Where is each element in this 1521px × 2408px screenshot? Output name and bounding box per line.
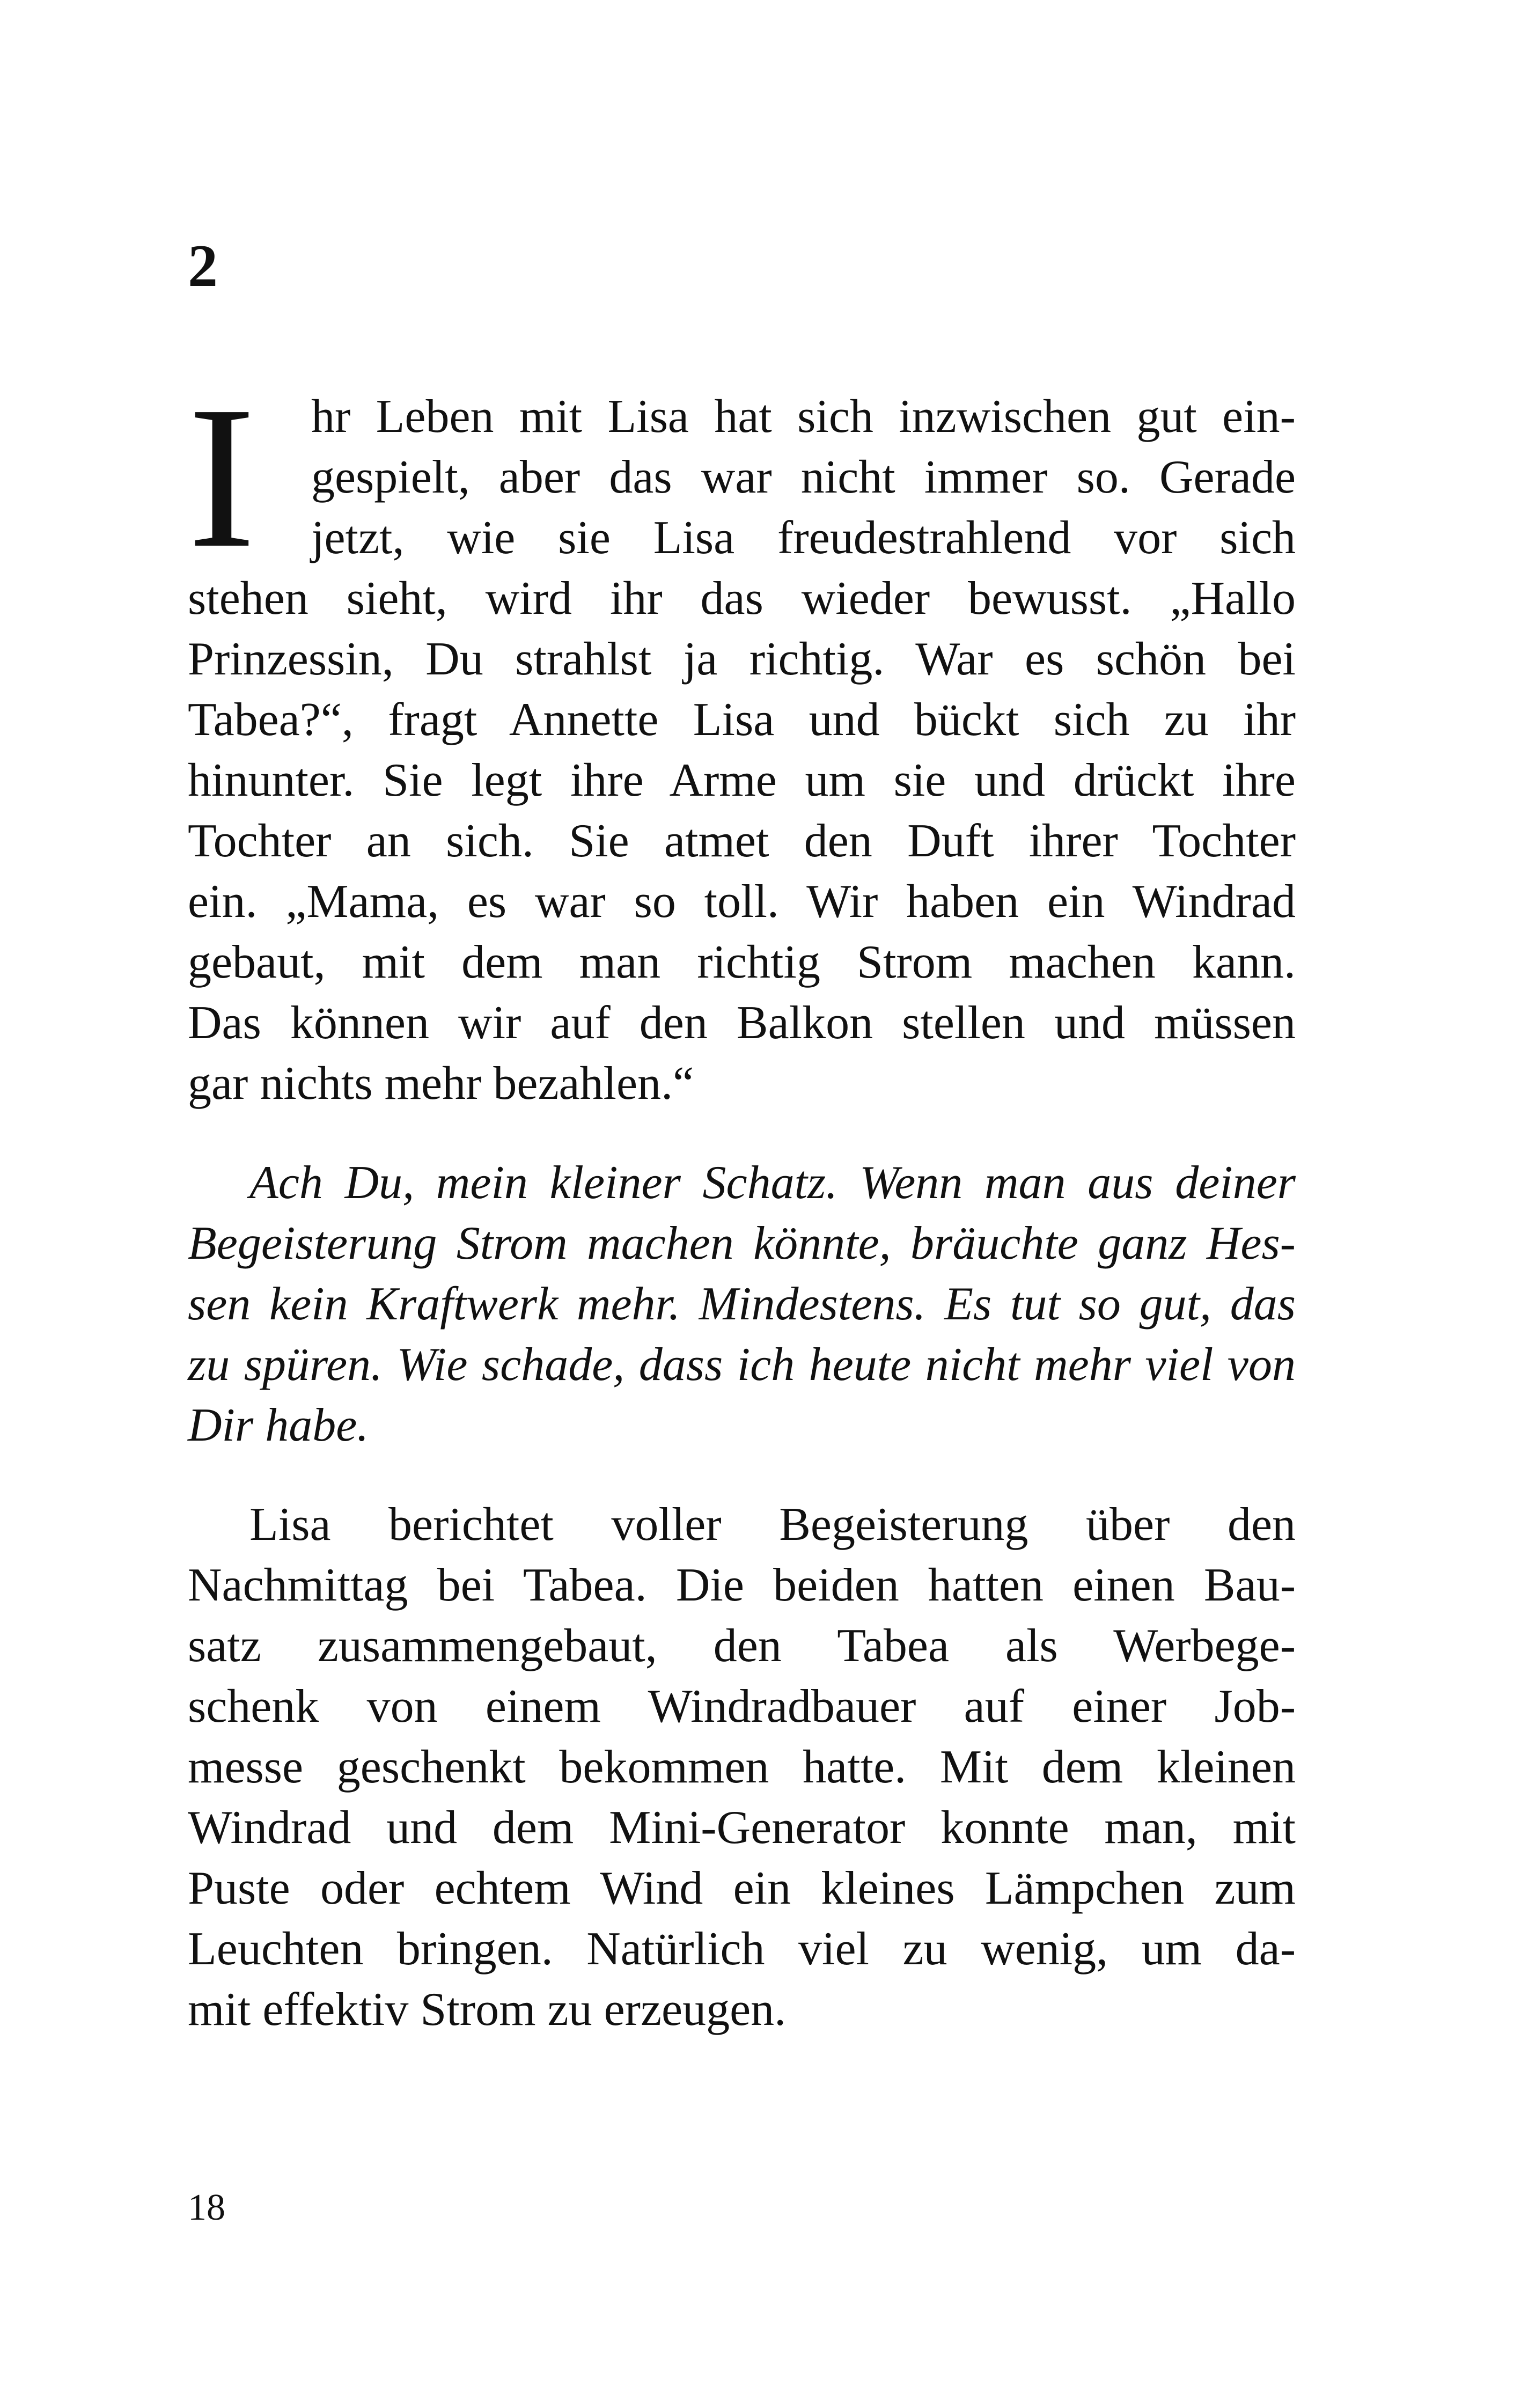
text-line: satz zusammengebaut, den Tabea als Werbege- — [188, 1620, 1296, 1672]
text-line: gar nichts mehr bezahlen.“ — [188, 1058, 694, 1110]
text-line: gespielt, aber das war nicht immer so. Gerade — [311, 451, 1296, 503]
text-line: messe geschenkt bekommen hatte. Mit dem kleinen — [188, 1741, 1296, 1793]
chapter-number: 2 — [188, 233, 218, 299]
chapter-text — [188, 364, 1296, 2040]
text-line: Tochter an sich. Sie atmet den Duft ihrer Tochter — [188, 815, 1296, 867]
text-line: stehen sieht, wird ihr das wieder bewusst. „Hallo — [188, 572, 1296, 625]
text-line: schenk von einem Windradbauer auf einer Job- — [188, 1680, 1296, 1732]
paragraph-opening — [188, 364, 1296, 1114]
page-number: 18 — [188, 2187, 225, 2228]
text-line: ein. „Mama, es war so toll. Wir haben ein Windrad — [188, 876, 1296, 928]
text-line: hr Leben mit Lisa hat sich inzwischen gut ein- — [311, 391, 1296, 443]
text-line: Prinzessin, Du strahlst ja richtig. War es schön bei — [188, 633, 1296, 685]
paragraph-inner-thought — [188, 1152, 1296, 1456]
text-line: Lisa berichtet voller Begeisterung über den — [249, 1499, 1296, 1551]
paragraph-narrative — [188, 1494, 1296, 2040]
text-line: sen kein Kraftwerk mehr. Mindestens. Es tut so gut, das — [188, 1278, 1296, 1330]
text-line: Windrad und dem Mini-Generator konnte man, mit — [188, 1802, 1296, 1854]
text-line: Ach Du, mein kleiner Schatz. Wenn man aus deiner — [249, 1157, 1296, 1209]
text-line: Leuchten bringen. Natürlich viel zu wenig, um da- — [188, 1923, 1296, 1975]
text-line: hinunter. Sie legt ihre Arme um sie und drückt ihre — [188, 754, 1296, 806]
text-line: zu spüren. Wie schade, dass ich heute nicht mehr viel von — [188, 1339, 1296, 1391]
text-line: Dir habe. — [188, 1399, 369, 1451]
text-line: Puste oder echtem Wind ein kleines Lämpchen zum — [188, 1862, 1296, 1914]
text-line: Tabea?“, fragt Annette Lisa und bückt sich zu ihr — [188, 694, 1296, 746]
text-line: gebaut, mit dem man richtig Strom machen kann. — [188, 936, 1296, 988]
text-line: jetzt, wie sie Lisa freudestrahlend vor sich — [311, 512, 1296, 564]
text-line: Nachmittag bei Tabea. Die beiden hatten einen Bau- — [188, 1559, 1296, 1611]
drop-cap: I — [188, 364, 256, 590]
text-line: mit effektiv Strom zu erzeugen. — [188, 1984, 787, 2036]
text-line: Begeisterung Strom machen könnte, bräuchte ganz Hes- — [188, 1217, 1296, 1269]
text-line: Das können wir auf den Balkon stellen und müssen — [188, 997, 1296, 1049]
